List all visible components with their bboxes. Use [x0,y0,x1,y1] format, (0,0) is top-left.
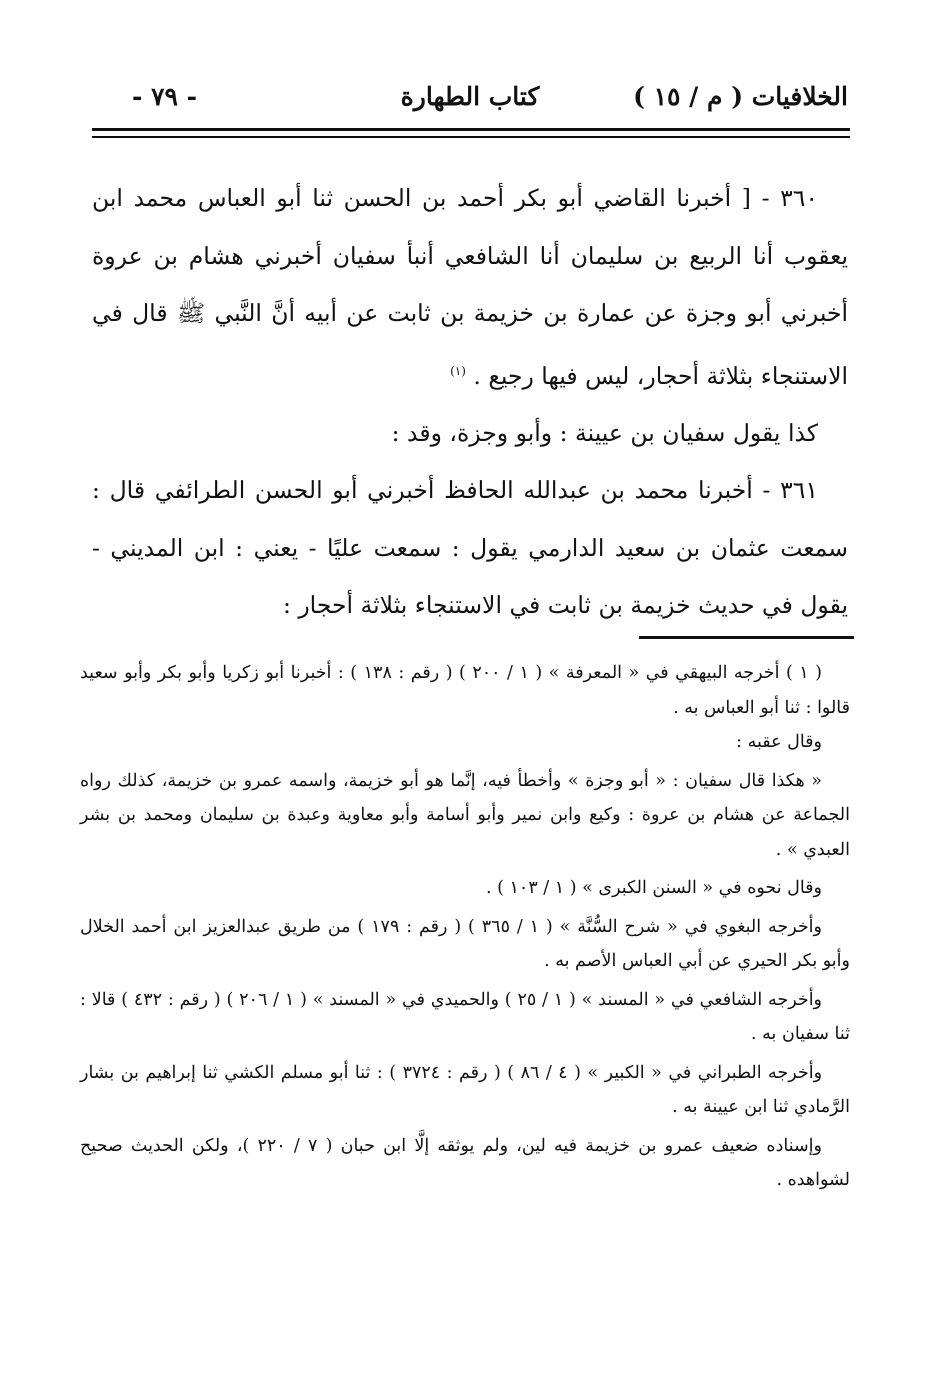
header-rule-thin [92,136,850,138]
footnote-para: « هكذا قال سفيان : « أبو وجزة » وأخطأ فيه، إنَّما هو أبو خزيمة، واسمه عمرو بن خزيمة، كذلك رواه الجماعة عن هشام بن عروة : وكيع وابن نمير وأبو أسامة وأبو معاوية وعبدة بن سليمان ومحمد بن بشر العبدي » . [80,770,850,860]
page-header [92,82,848,126]
footnotes [80,656,850,1198]
footnote-para: وأخرجه البغوي في « شرح السُّنَّة » ( ١ / ٣٦٥ ) ( رقم : ١٧٩ ) من طريق عبدالعزيز ابن أحمد الخلال وأبو بكر الحيري عن أبي العباس الأصم به . [80,916,850,971]
running-title: الخلافيات ( م / ١٥ ) [633,82,848,111]
hadith-360 [92,170,848,405]
hadith-361: ٣٦١ - أخبرنا محمد بن عبدالله الحافظ أخبرني أبو الحسن الطرائفي قال : سمعت عثمان بن سعيد الدارمي يقول : سمعت عليًا - يعني : ابن المديني - يقول في حديث خزيمة بن ثابت في الاستنجاء بثلاثة أحجار : [92,476,848,620]
footnote-para: وقال عقبه : [736,732,822,752]
page-number: - ٧٩ - [132,82,198,111]
chapter-title: كتاب الطهارة [400,82,540,111]
header-rule-thick [92,128,850,131]
footnote-separator [639,636,854,639]
footnote-ref-1: (١) [450,363,466,378]
commentary-line: كذا يقول سفيان بن عيينة : وأبو وجزة، وقد : [391,418,818,447]
footnote-para: وأخرجه الطبراني في « الكبير » ( ٤ / ٨٦ ) ( رقم : ٣٧٢٤ ) : ثنا أبو مسلم الكشي ثنا إبراهيم بن بشار الرَّمادي ثنا ابن عيينة به . [80,1062,850,1117]
footnote-para: وأخرجه الشافعي في « المسند » ( ١ / ٢٥ ) والحميدي في « المسند » ( ١ / ٢٠٦ ) ( رقم : ٤٣٢ ) قالا : ثنا سفيان به . [80,989,850,1044]
footnote-para: وقال نحوه في « السنن الكبرى » ( ١ / ١٠٣ ) . [486,878,822,898]
hadith-360-text: ٣٦٠ - [ أخبرنا القاضي أبو بكر أحمد بن الحسن ثنا أبو العباس محمد ابن يعقوب أنا الربيع بن سليمان أنا الشافعي أنبأ سفيان أخبرني هشام بن عروة أخبرني أبو وجزة عن عمارة بن خزيمة بن ثابت عن أبيه أنَّ النَّبي ﷺ قال في الاستنجاء بثلاثة أحجار، ليس فيها رجيع . [92,184,848,390]
main-text [92,170,848,635]
footnote-1: ( ١ ) أخرجه البيهقي في « المعرفة » ( ١ / ٢٠٠ ) ( رقم : ١٣٨ ) : أخبرنا أبو زكريا وأبو بكر وأبو سعيد قالوا : ثنا أبو العباس به . [80,663,850,718]
footnote-para: وإسناده ضعيف عمرو بن خزيمة فيه لين، ولم يوثقه إلَّا ابن حبان ( ٧ / ٢٢٠ )، ولكن الحديث صحيح لشواهده . [80,1135,850,1190]
